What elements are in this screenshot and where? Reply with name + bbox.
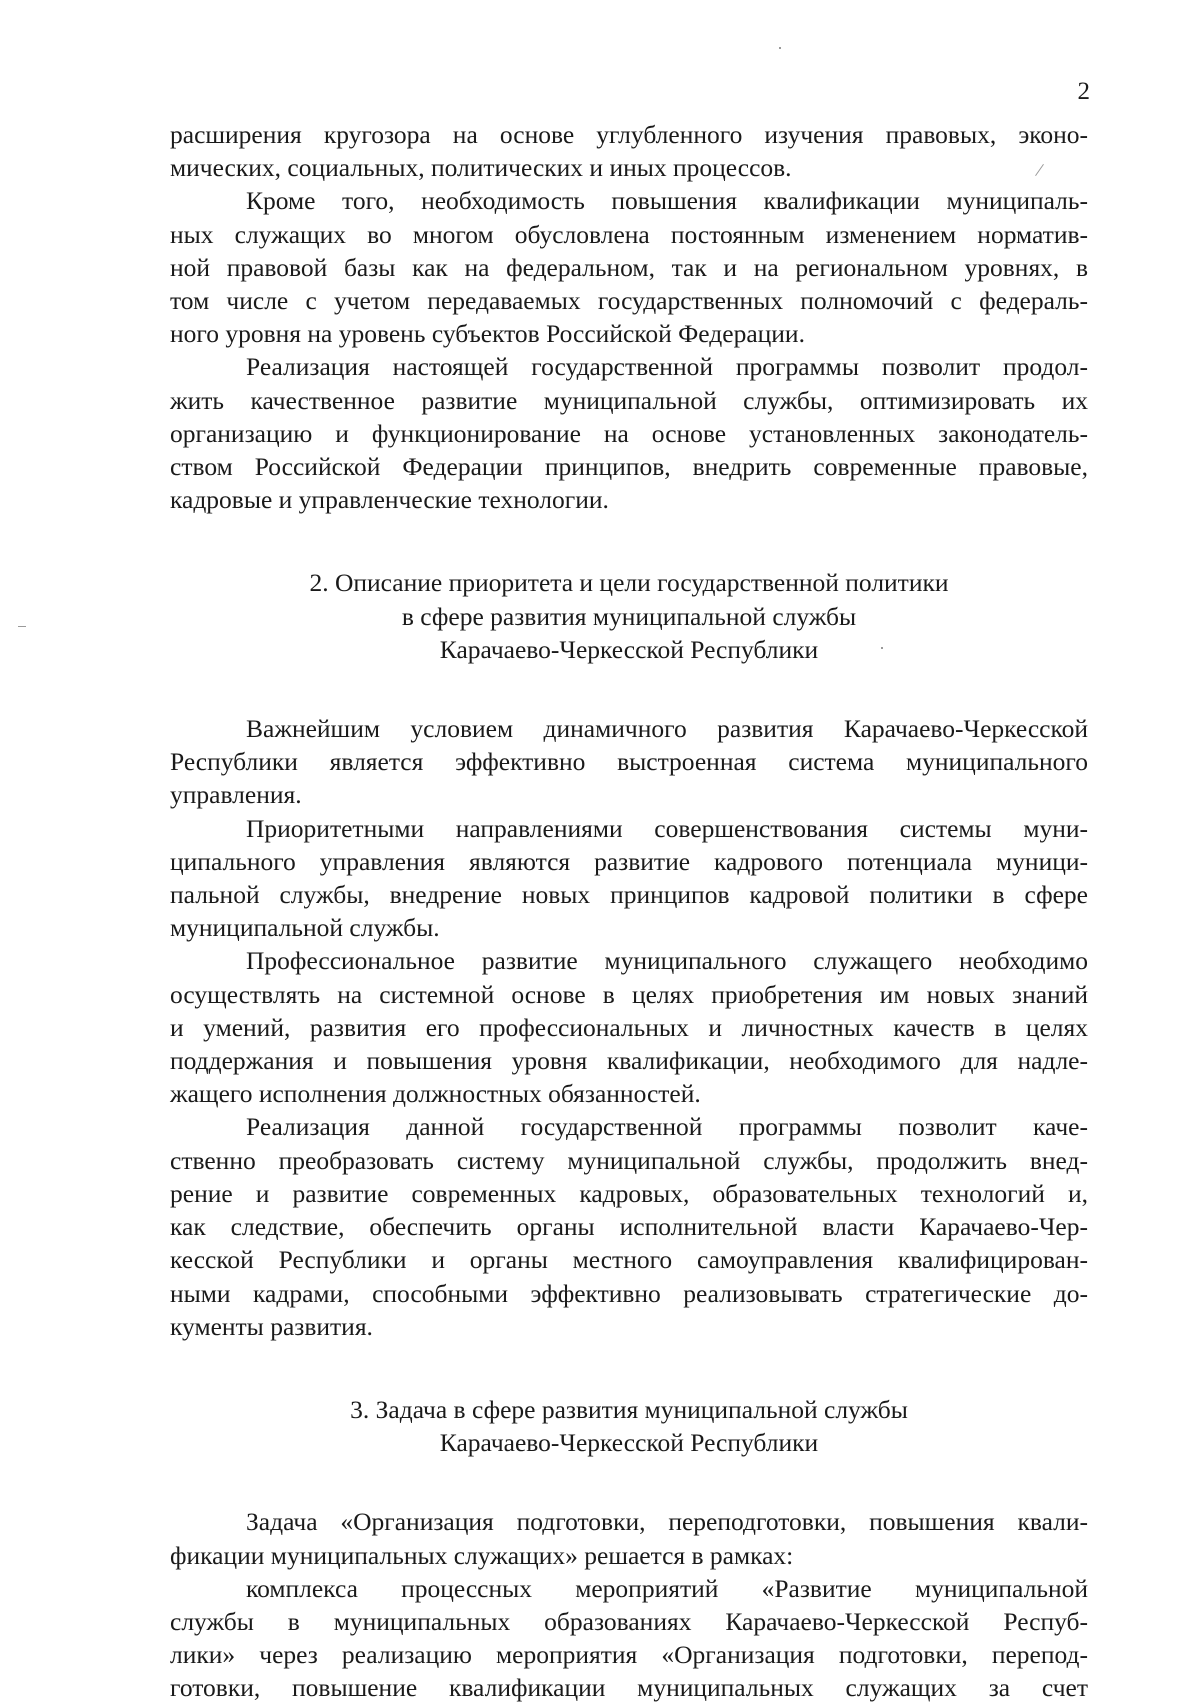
heading-line: Карачаево-Черкесской Республики [439,1428,819,1458]
text-line: как следствие, обеспечить органы исполнительной власти Карачаево-Чер- [170,1212,1088,1242]
text-line: том числе с учетом передаваемых государственных полномочий с федераль- [170,286,1088,316]
heading-line: в сфере развития муниципальной службы [401,601,857,631]
text-line: лики» через реализацию мероприятия «Организация подготовки, перепод- [170,1640,1088,1670]
text-line: жащего исполнения должностных обязанностей. [170,1079,701,1109]
page-number: 2 [1077,78,1090,105]
paragraph [170,812,1088,945]
spacer [170,516,1088,566]
scan-artifact [881,647,883,649]
heading-line: 3. Задача в сфере развития муниципальной службы [350,1394,908,1424]
text-line: пальной службы, внедрение новых принципов кадровой политики в сфере [170,880,1088,910]
text-line: муниципальной службы. [170,913,440,943]
text-line: кументы развития. [170,1311,373,1341]
paragraph [170,184,1088,350]
text-line: ципального управления являются развитие кадрового потенциала муници- [170,846,1088,876]
section-heading [170,1393,1088,1459]
text-line: мических, социальных, политических и иных процессов. [170,153,792,183]
text-line: кадровые и управленческие технологии. [170,485,609,515]
text-line: Реализация данной государственной программы позволит каче- [246,1112,1088,1142]
text-line: Важнейшим условием динамичного развития Карачаево-Черкесской [246,714,1088,744]
document-body [170,118,1088,1705]
text-line: ного уровня на уровень субъектов Российской Федерации. [170,319,805,349]
paragraph [170,944,1088,1110]
paragraph [170,350,1088,516]
text-line: расширения кругозора на основе углубленного изучения правовых, эконо- [170,120,1088,149]
text-line: ственно преобразовать систему муниципальной службы, продолжить внед- [170,1145,1088,1175]
paragraph [170,1505,1088,1571]
text-line: жить качественное развитие муниципальной службы, оптимизировать их [170,385,1088,415]
text-line: организацию и функционирование на основе установленных законодатель- [170,418,1088,448]
text-line: управления. [170,780,302,810]
paragraph [170,1110,1088,1342]
text-line: кесской Республики и органы местного самоуправления квалифицирован- [170,1245,1088,1275]
text-line: Республики является эффективно выстроенная система муниципального [170,747,1088,777]
text-line: фикации муниципальных служащих» решается в рамках: [170,1540,794,1570]
scan-artifact [18,626,26,627]
text-line: поддержания и повышения уровня квалификации, необходимого для надле- [170,1046,1088,1076]
text-line: готовки, повышение квалификации муниципальных служащих за счет [170,1673,1088,1703]
text-line: комплекса процессных мероприятий «Развитие муниципальной [246,1573,1088,1603]
spacer [170,1459,1088,1505]
paragraph [170,712,1088,812]
heading-line: Карачаево-Черкесской Республики [439,634,819,664]
spacer [170,1343,1088,1393]
text-line: Реализация настоящей государственной программы позволит продол- [246,352,1088,382]
text-line: осуществлять на системной основе в целях приобретения им новых знаний [170,979,1088,1009]
paragraph [170,118,1088,184]
scan-artifact [779,47,781,49]
section-heading [170,566,1088,666]
text-line: службы в муниципальных образованиях Карачаево-Черкесской Респуб- [170,1606,1088,1636]
heading-line: 2. Описание приоритета и цели государственной политики [309,568,949,598]
spacer [170,666,1088,712]
text-line: рение и развитие современных кадровых, образовательных технологий и, [170,1178,1088,1208]
text-line: Приоритетными направлениями совершенствования системы муни- [246,813,1088,843]
text-line: ными кадрами, способными эффективно реализовывать стратегические до- [170,1278,1088,1308]
text-line: Кроме того, необходимость повышения квалификации муниципаль- [246,186,1088,216]
text-line: Профессиональное развитие муниципального служащего необходимо [246,946,1088,976]
text-line: ных служащих во многом обусловлена постоянным изменением норматив- [170,219,1088,249]
text-line: ной правовой базы как на федеральном, так и на региональном уровнях, в [170,252,1088,282]
text-line: ством Российской Федерации принципов, внедрить современные правовые, [170,452,1088,482]
text-line: и умений, развития его профессиональных и личностных качеств в целях [170,1012,1088,1042]
paragraph [170,1572,1088,1705]
text-line: Задача «Организация подготовки, переподготовки, повышения квали- [246,1507,1088,1537]
